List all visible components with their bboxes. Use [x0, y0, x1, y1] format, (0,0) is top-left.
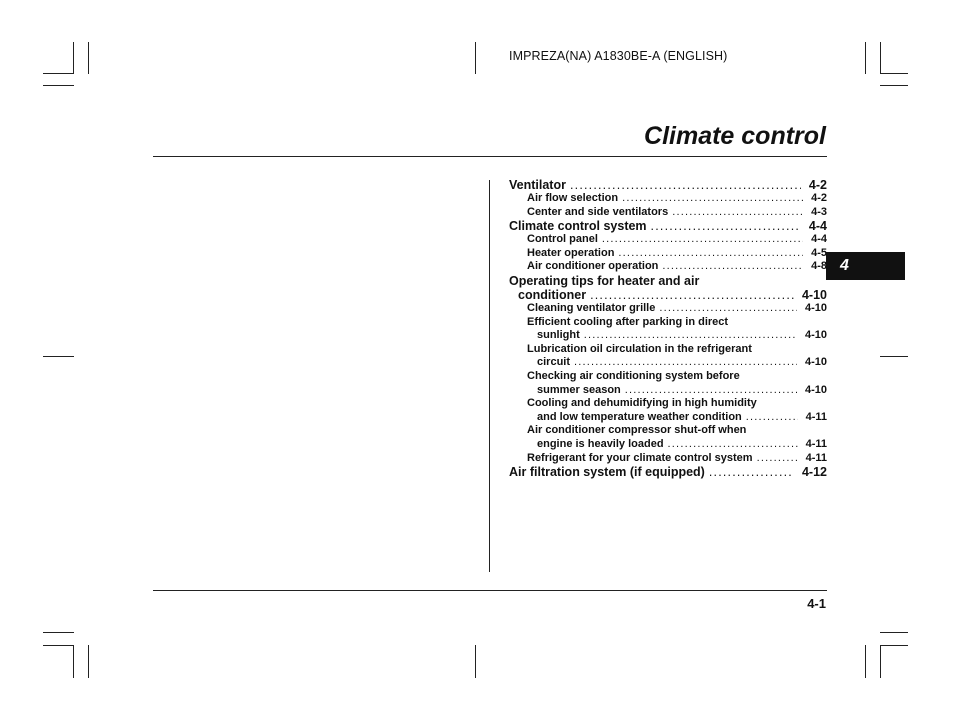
title-rule: [153, 156, 827, 157]
crop-mark: [880, 356, 908, 357]
footer-rule: [153, 590, 827, 591]
dot-leader: [659, 302, 797, 316]
toc-page-ref: 4-5: [811, 246, 827, 259]
toc-page-ref: 4-4: [808, 219, 827, 234]
toc-entry-text: Air flow selection: [527, 192, 619, 204]
toc-entry[interactable]: [509, 178, 827, 192]
toc-entry-text: and low temperature weather condition: [537, 410, 742, 423]
crop-mark: [43, 645, 74, 646]
toc-entry[interactable]: [509, 424, 827, 451]
toc-entry[interactable]: [509, 219, 827, 233]
toc-entry-text: Checking air conditioning system before: [527, 369, 740, 382]
crop-mark: [475, 645, 476, 678]
crop-mark: [880, 632, 908, 633]
toc-entry-text: Air conditioner compressor shut-off when: [527, 424, 747, 437]
toc-entry-text: Center and side ventilators: [527, 205, 669, 218]
dot-leader: [574, 356, 797, 370]
dot-leader: [746, 411, 798, 425]
crop-mark: [73, 42, 74, 74]
toc-entry-text: Air conditioner operation: [527, 260, 659, 273]
crop-mark: [43, 73, 74, 74]
crop-mark: [88, 42, 89, 74]
toc-page-ref: 4-10: [804, 329, 827, 342]
crop-mark: [43, 632, 74, 633]
toc-entry[interactable]: [509, 343, 827, 370]
toc-entry-text: Lubrication oil circulation in the refrigerant: [527, 342, 752, 355]
dot-leader: [602, 233, 803, 247]
crop-mark: [880, 73, 908, 74]
crop-mark: [43, 85, 74, 86]
toc-page-ref: 4-12: [801, 465, 827, 480]
toc-page-ref: 4-11: [805, 437, 827, 450]
toc-page-ref: 4-2: [811, 192, 827, 204]
crop-mark: [880, 645, 881, 678]
dot-leader: [662, 260, 803, 274]
crop-mark: [865, 42, 866, 74]
dot-leader: [625, 384, 797, 398]
dot-leader: [570, 178, 801, 192]
toc-entry-text: Refrigerant for your climate control system: [527, 451, 753, 464]
toc-entry-text: conditioner: [518, 287, 587, 302]
toc-entry-text: Operating tips for heater and air: [509, 273, 700, 288]
dot-leader: [668, 438, 798, 452]
toc-entry-text: Control panel: [527, 233, 598, 246]
toc-page-ref: 4-10: [801, 287, 827, 302]
toc-entry-text: engine is heavily loaded: [537, 437, 664, 450]
toc-entry[interactable]: [509, 247, 827, 261]
toc-entry[interactable]: [509, 316, 827, 343]
crop-mark: [880, 85, 908, 86]
toc-page-ref: 4-2: [808, 178, 827, 192]
crop-mark: [43, 356, 74, 357]
toc-entry[interactable]: [509, 465, 827, 479]
toc-page-ref: 4-3: [811, 205, 827, 218]
toc-entry[interactable]: [509, 274, 827, 302]
dot-leader: [584, 329, 797, 343]
toc-entry[interactable]: [509, 302, 827, 316]
dot-leader: [590, 288, 794, 302]
dot-leader: [709, 465, 794, 479]
toc-entry[interactable]: [509, 397, 827, 424]
crop-mark: [880, 645, 908, 646]
toc-page-ref: 4-10: [804, 383, 827, 396]
toc-entry-text: summer season: [537, 383, 621, 396]
page-number: 4-1: [807, 596, 826, 611]
toc-entry-text: Heater operation: [527, 246, 615, 259]
toc-entry[interactable]: [509, 260, 827, 274]
crop-mark: [88, 645, 89, 678]
toc-entry-text: circuit: [537, 356, 571, 369]
dot-leader: [622, 192, 803, 206]
toc-entry-text: Cooling and dehumidifying in high humidity: [527, 397, 757, 410]
toc-entry-text: Ventilator: [509, 178, 566, 192]
table-of-contents: [509, 178, 827, 479]
toc-entry[interactable]: [509, 192, 827, 206]
crop-mark: [73, 645, 74, 678]
dot-leader: [757, 452, 798, 466]
toc-entry-text: sunlight: [537, 329, 580, 342]
toc-entry[interactable]: [509, 206, 827, 220]
dot-leader: [651, 219, 801, 233]
toc-page-ref: 4-10: [804, 301, 827, 314]
toc-entry-text: Efficient cooling after parking in direct: [527, 315, 729, 328]
crop-mark: [880, 42, 881, 74]
page-title: Climate control: [644, 122, 826, 150]
toc-page-ref: 4-4: [811, 233, 827, 246]
crop-mark: [865, 645, 866, 678]
column-divider: [489, 180, 490, 572]
crop-mark: [475, 42, 476, 74]
document-header: IMPREZA(NA) A1830BE-A (ENGLISH): [509, 49, 728, 63]
toc-page-ref: 4-11: [805, 451, 827, 464]
chapter-tab: 4: [826, 252, 905, 280]
toc-entry-text: Cleaning ventilator grille: [527, 301, 656, 314]
dot-leader: [618, 247, 803, 261]
toc-entry-text: Air filtration system (if equipped): [509, 465, 705, 480]
toc-page-ref: 4-10: [804, 356, 827, 369]
toc-page-ref: 4-11: [805, 410, 827, 423]
dot-leader: [672, 206, 803, 220]
toc-entry-text: Climate control system: [509, 219, 647, 234]
toc-entry[interactable]: [509, 452, 827, 466]
toc-entry[interactable]: [509, 370, 827, 397]
toc-entry[interactable]: [509, 233, 827, 247]
toc-page-ref: 4-8: [811, 260, 827, 273]
